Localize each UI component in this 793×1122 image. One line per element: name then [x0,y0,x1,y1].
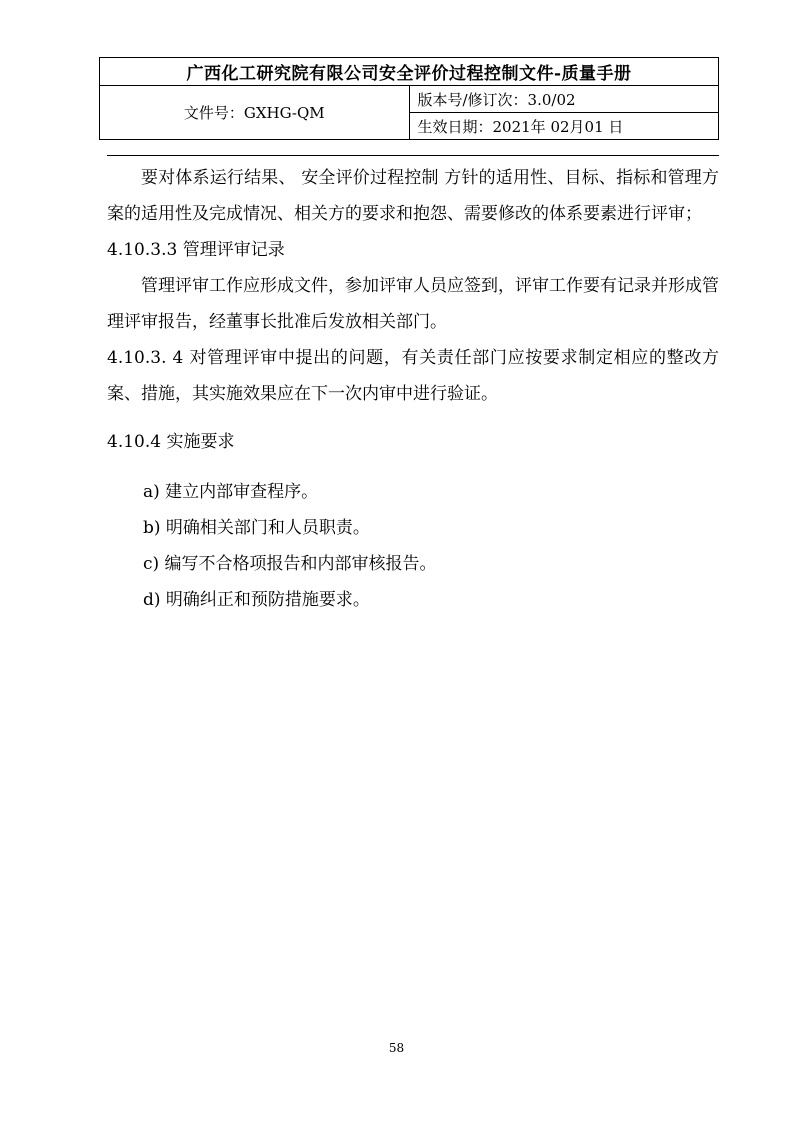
document-body [107,160,719,618]
list-item: b) 明确相关部门和人员职责。 [143,518,370,538]
header-divider [107,155,719,156]
paragraph-review-scope: 要对体系运行结果、 安全评价过程控制 方针的适用性、目标、指标和管理方案的适用性及完成情况、相关方的要求和抱怨、需要修改的体系要素进行评审； [107,168,719,224]
paragraph-4-10-3-4: 4.10.3. 4 对管理评审中提出的问题，有关责任部门应按要求制定相应的整改方案、措施，其实施效果应在下一次内审中进行验证。 [107,348,719,404]
page-number: 58 [388,1041,405,1055]
document-header-table [99,57,719,140]
document-title: 广西化工研究院有限公司安全评价过程控制文件-质量手册 [100,58,719,86]
effective-date: 生效日期：2021年 02月01 日 [409,113,719,140]
list-item: a) 建立内部审查程序。 [143,482,319,502]
document-number: 文件号：GXHG-QM [100,86,410,140]
section-heading-4-10-4: 4.10.4 实施要求 [107,432,235,452]
list-item: c) 编写不合格项报告和内部审核报告。 [143,554,437,574]
list-item: d) 明确纠正和预防措施要求。 [143,590,370,610]
paragraph-review-records: 管理评审工作应形成文件，参加评审人员应签到，评审工作要有记录并形成管理评审报告，经董事长批准后发放相关部门。 [107,276,719,332]
requirements-list [107,474,719,618]
section-heading-4-10-3-3: 4.10.3.3 管理评审记录 [107,240,285,260]
version-info: 版本号/修订次：3.0/02 [409,86,719,113]
